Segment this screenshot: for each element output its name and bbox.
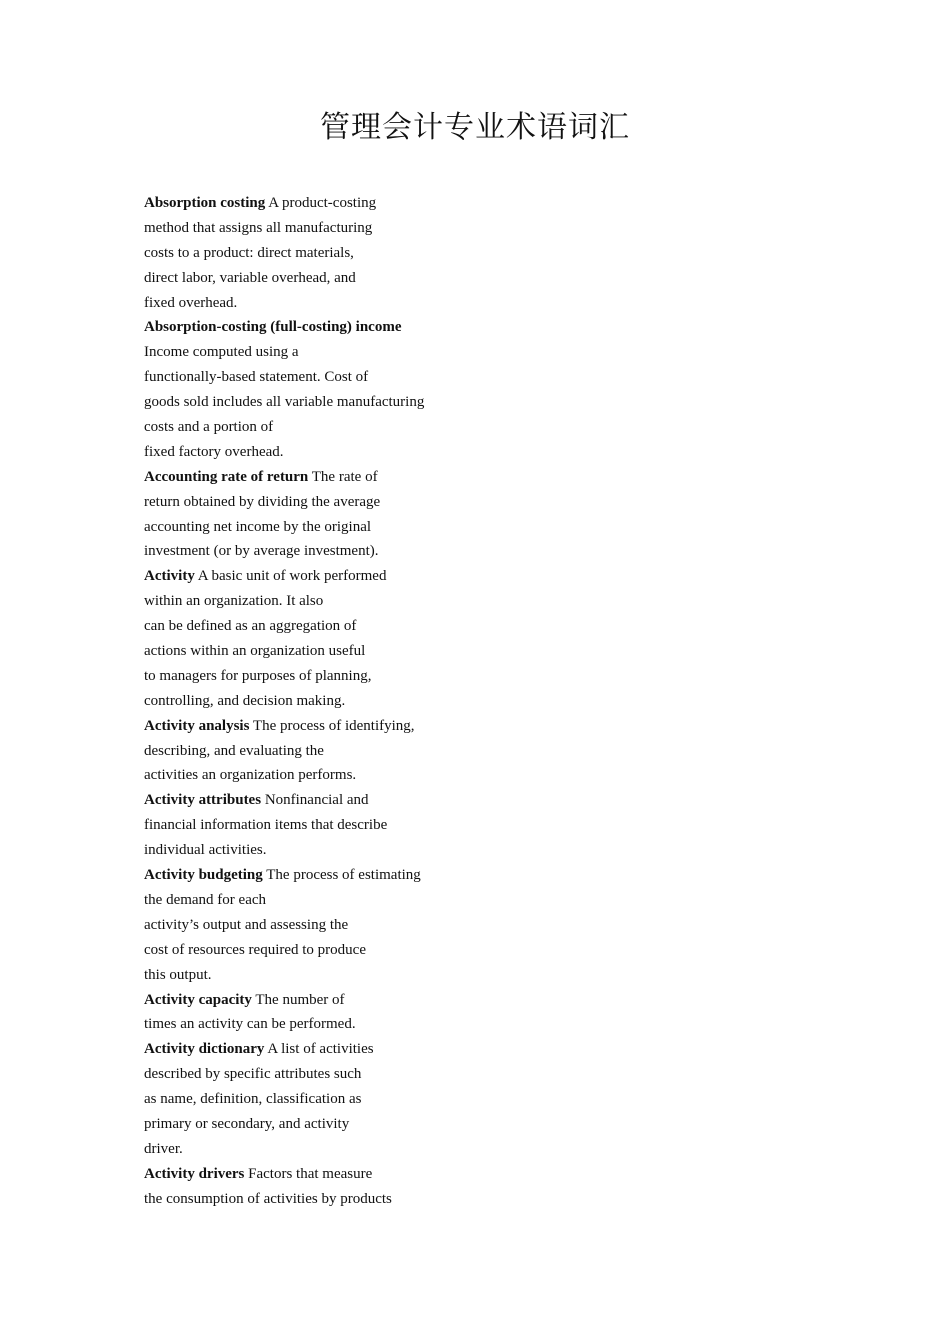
glossary-term: Absorption costing bbox=[144, 195, 266, 211]
page-title: 管理会计专业术语词汇 bbox=[320, 110, 630, 145]
definition-line: fixed overhead. bbox=[144, 294, 238, 311]
glossary-entry bbox=[144, 564, 564, 713]
definition-line: activities an organization performs. bbox=[144, 767, 357, 784]
glossary-term: Activity budgeting bbox=[144, 867, 263, 884]
definition-line: financial information items that describe bbox=[144, 817, 388, 834]
glossary-entry bbox=[144, 714, 564, 789]
definition-line: direct labor, variable overhead, and bbox=[144, 269, 356, 286]
definition-line: functionally-based statement. Cost of bbox=[144, 369, 369, 386]
glossary-term: Activity drivers bbox=[144, 1165, 245, 1182]
glossary-term: Activity bbox=[144, 568, 195, 585]
entry-first-line bbox=[144, 564, 564, 589]
definition-line: fixed factory overhead. bbox=[144, 443, 284, 460]
definition-line: primary or secondary, and activity bbox=[144, 1115, 350, 1132]
definition-line: as name, definition, classification as bbox=[144, 1091, 362, 1108]
definition-line: return obtained by dividing the average bbox=[144, 493, 381, 510]
definition-line: goods sold includes all variable manufacturing bbox=[144, 394, 425, 411]
definition-line: controlling, and decision making. bbox=[144, 692, 346, 709]
definition-lead: A basic unit of work performed bbox=[197, 568, 387, 585]
definition-lead: Factors that measure bbox=[248, 1165, 373, 1182]
definition-line: method that assigns all manufacturing bbox=[144, 219, 373, 236]
definition-line: this output. bbox=[144, 966, 212, 983]
glossary-entry bbox=[144, 1037, 564, 1161]
glossary-body bbox=[144, 191, 564, 1212]
glossary-entry bbox=[144, 988, 564, 1038]
entry-first-line bbox=[144, 191, 564, 216]
definition-line: activity’s output and assessing the bbox=[144, 916, 349, 933]
definition-lead: The number of bbox=[255, 991, 345, 1008]
glossary-entry bbox=[144, 465, 564, 565]
entry-first-line bbox=[144, 988, 564, 1013]
definition-line: cost of resources required to produce bbox=[144, 941, 366, 958]
definition-line: costs to a product: direct materials, bbox=[144, 244, 354, 261]
definition-line: accounting net income by the original bbox=[144, 518, 372, 535]
glossary-term: Activity dictionary bbox=[144, 1041, 265, 1058]
definition-line: times an activity can be performed. bbox=[144, 1016, 356, 1033]
definition-line: describing, and evaluating the bbox=[144, 742, 324, 759]
entry-first-line bbox=[144, 714, 564, 739]
definition-line: the consumption of activities by products bbox=[144, 1190, 392, 1207]
definition-lead: The process of estimating bbox=[266, 867, 421, 884]
glossary-term: Absorption-costing (full-costing) income bbox=[144, 319, 402, 336]
definition-lead: The process of identifying, bbox=[252, 717, 415, 734]
entry-first-line bbox=[144, 465, 564, 490]
definition-line: actions within an organization useful bbox=[144, 643, 366, 660]
definition-line: individual activities. bbox=[144, 842, 267, 859]
definition-line: described by specific attributes such bbox=[144, 1066, 362, 1083]
definition-line: costs and a portion of bbox=[144, 419, 274, 436]
glossary-term: Accounting rate of return bbox=[144, 468, 309, 485]
glossary-term: Activity capacity bbox=[144, 991, 252, 1008]
glossary-entry bbox=[144, 315, 564, 464]
definition-lead: The rate of bbox=[311, 468, 378, 485]
definition-line: investment (or by average investment). bbox=[144, 543, 379, 560]
entry-first-line bbox=[144, 315, 564, 340]
definition-line: the demand for each bbox=[144, 891, 267, 908]
glossary-term: Activity attributes bbox=[144, 792, 262, 809]
entry-first-line bbox=[144, 788, 564, 813]
entry-first-line bbox=[144, 1162, 564, 1187]
definition-line: within an organization. It also bbox=[144, 593, 324, 610]
definition-line: Income computed using a bbox=[144, 344, 299, 361]
entry-first-line bbox=[144, 863, 564, 888]
definition-line: to managers for purposes of planning, bbox=[144, 667, 372, 684]
definition-lead: A product-costing bbox=[268, 195, 377, 211]
definition-lead: A list of activities bbox=[267, 1041, 374, 1058]
entry-first-line bbox=[144, 1037, 564, 1062]
definition-lead: Nonfinancial and bbox=[264, 792, 369, 809]
glossary-entry bbox=[144, 191, 564, 315]
definition-line: can be defined as an aggregation of bbox=[144, 618, 357, 635]
definition-line: driver. bbox=[144, 1140, 183, 1157]
glossary-entry bbox=[144, 863, 564, 987]
glossary-entry bbox=[144, 788, 564, 863]
glossary-entry bbox=[144, 1162, 564, 1212]
glossary-term: Activity analysis bbox=[144, 717, 250, 734]
